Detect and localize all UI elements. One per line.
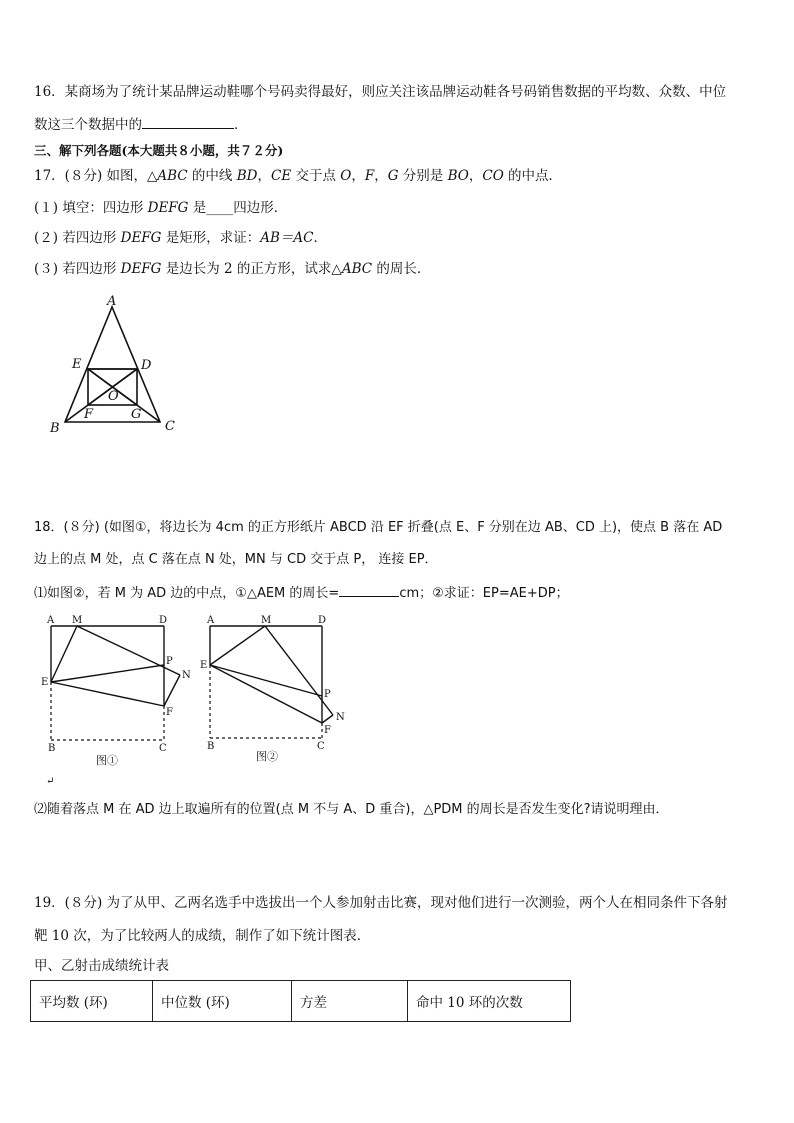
- fig1-label-p: P: [166, 656, 173, 667]
- q17-abc: ABC: [341, 261, 373, 277]
- fig1-label-c: C: [159, 743, 167, 754]
- fig2-label-a: A: [207, 615, 215, 626]
- q17-p1-a: (１) 填空：四边形: [34, 200, 148, 216]
- q17-part1: [34, 198, 287, 218]
- fig2-label-e: E: [200, 660, 208, 671]
- table-header-cell: 中位数 (环): [153, 981, 292, 1022]
- q17-ab-eq-ac: AB＝AC: [260, 230, 314, 246]
- q17-stem-b: 的中线: [187, 168, 237, 184]
- q17-triangle-figure: [40, 292, 190, 442]
- q19-stats-table: [30, 980, 571, 1022]
- q17-p3-b: 是边长为 2 的正方形，试求△: [161, 261, 342, 277]
- table-header-cell: 方差: [292, 981, 408, 1022]
- fold-mn: [265, 626, 333, 715]
- fig1-label-a: A: [47, 615, 55, 626]
- crease-ef: [51, 682, 164, 706]
- q17-ce: CE: [270, 168, 292, 184]
- label-b: B: [50, 421, 60, 436]
- q18-line1: 18．(８分) (如图①，将边长为 4cm 的正方形纸片 ABCD 沿 EF 折叠(点 E、F 分别在边 AB、CD 上)，使点 B 落在 AD: [34, 520, 723, 535]
- q17-part2: [34, 228, 327, 248]
- q17-p2-b: 是矩形，求证：: [161, 230, 261, 246]
- label-c: C: [165, 419, 175, 434]
- q17-p3-a: (３) 若四边形: [34, 261, 121, 277]
- q17-f: F: [364, 168, 375, 184]
- q16-answer-blank[interactable]: [142, 114, 234, 129]
- q17-p3-c: 的周长．: [372, 261, 431, 277]
- fig2-label-f: F: [324, 725, 331, 736]
- fold-em: [210, 626, 265, 665]
- q17-g: G: [387, 168, 399, 184]
- q17-comma: ，: [351, 168, 365, 184]
- q17-o: O: [340, 168, 352, 184]
- fig1-label-n: N: [182, 670, 191, 681]
- fig1-label-e: E: [41, 677, 49, 688]
- figure-2: [200, 615, 345, 763]
- figure-1: [41, 615, 191, 787]
- q18-p1-a: ⑴如图②，若 M 为 AD 边的中点，①△AEM 的周长=: [34, 586, 340, 601]
- q17-stem-a: 17．(８分) 如图，△: [34, 168, 158, 184]
- q17-abc: ABC: [157, 168, 188, 184]
- fig1-label-b: B: [48, 743, 56, 754]
- segment-ep: [210, 665, 322, 696]
- table-header-row: [31, 981, 571, 1022]
- q19-line1: 19．(８分) 为了从甲、乙两名选手中选拔出一个人参加射击比赛，现对他们进行一次测验，两个人在相同条件下各射: [34, 895, 728, 911]
- label-a: A: [107, 294, 117, 309]
- label-o: O: [108, 389, 119, 404]
- q17-comma: ，: [257, 168, 271, 184]
- label-g: G: [131, 407, 142, 422]
- q17-comma: ，: [374, 168, 388, 184]
- return-mark: ↵: [46, 776, 55, 787]
- fig2-label-b: B: [207, 741, 215, 752]
- q17-p2-a: (２) 若四边形: [34, 230, 121, 246]
- q17-stem-c: 交于点: [291, 168, 341, 184]
- fig2-label-p: P: [324, 689, 331, 700]
- label-f: F: [84, 407, 94, 422]
- fig2-label-m: M: [261, 615, 272, 626]
- q16-line2-suffix: ．: [234, 117, 248, 133]
- q17-stem: [34, 166, 562, 186]
- fig1-caption: 图①: [96, 754, 118, 767]
- label-e: E: [72, 357, 82, 372]
- fig2-label-c: C: [317, 741, 325, 752]
- fig1-label-m: M: [72, 615, 83, 626]
- q17-p2-c: ．: [313, 230, 328, 246]
- fold-nf: [164, 675, 180, 706]
- table-header-cell: 平均数 (环): [31, 981, 153, 1022]
- q18-line2: 边上的点 M 处，点 C 落在点 N 处，MN 与 CD 交于点 P， 连接 EP．: [34, 552, 438, 567]
- q16-line1: 16．某商场为了统计某品牌运动鞋哪个号码卖得最好，则应关注该品牌运动鞋各号码销售数据的平均数、众数、中位: [34, 84, 727, 100]
- label-d: D: [141, 358, 152, 373]
- q16-line2-prefix: 数这三个数据中的: [34, 117, 142, 133]
- q17-bd: BD: [236, 168, 258, 184]
- q18-figures: [36, 610, 356, 790]
- section-heading: 三、解下列各题(本大题共８小题，共７２分): [34, 143, 284, 158]
- fig1-label-f: F: [166, 707, 173, 718]
- fig2-label-d: D: [318, 615, 327, 626]
- fold-nf: [322, 715, 333, 723]
- q17-stem-d: 分别是: [398, 168, 448, 184]
- q18-answer-blank[interactable]: [339, 582, 399, 597]
- q19-table-title: 甲、乙射击成绩统计表: [34, 958, 169, 974]
- q17-comma: ，: [468, 168, 483, 184]
- q17-defg: DEFG: [120, 230, 162, 246]
- table-header-cell: 命中 10 环的次数: [408, 981, 571, 1022]
- crease-ef: [210, 665, 322, 723]
- q19-line2: 靶 10 次，为了比较两人的成绩，制作了如下统计图表．: [34, 928, 371, 944]
- fold-em: [51, 626, 77, 682]
- q17-p1-b: 是____四边形．: [188, 200, 288, 216]
- q17-defg: DEFG: [147, 200, 189, 216]
- q17-part3: [34, 259, 430, 279]
- q17-co: CO: [482, 168, 504, 184]
- q17-bo: BO: [447, 168, 469, 184]
- fig2-caption: 图②: [256, 750, 278, 763]
- fig1-label-d: D: [159, 615, 168, 626]
- q18-p1-b: cm；②求证：EP=AE+DP；: [399, 586, 569, 601]
- q18-part2: ⑵随着落点 M 在 AD 边上取遍所有的位置(点 M 不与 A、D 重合)，△PDM 的周长是否发生变化?请说明理由．: [34, 802, 669, 817]
- fig2-label-n: N: [336, 712, 345, 723]
- q17-stem-e: 的中点．: [503, 168, 563, 184]
- q18-part1: [34, 582, 569, 604]
- q16-line2: [34, 114, 248, 135]
- q17-defg: DEFG: [120, 261, 162, 277]
- segment-ep: [51, 665, 164, 682]
